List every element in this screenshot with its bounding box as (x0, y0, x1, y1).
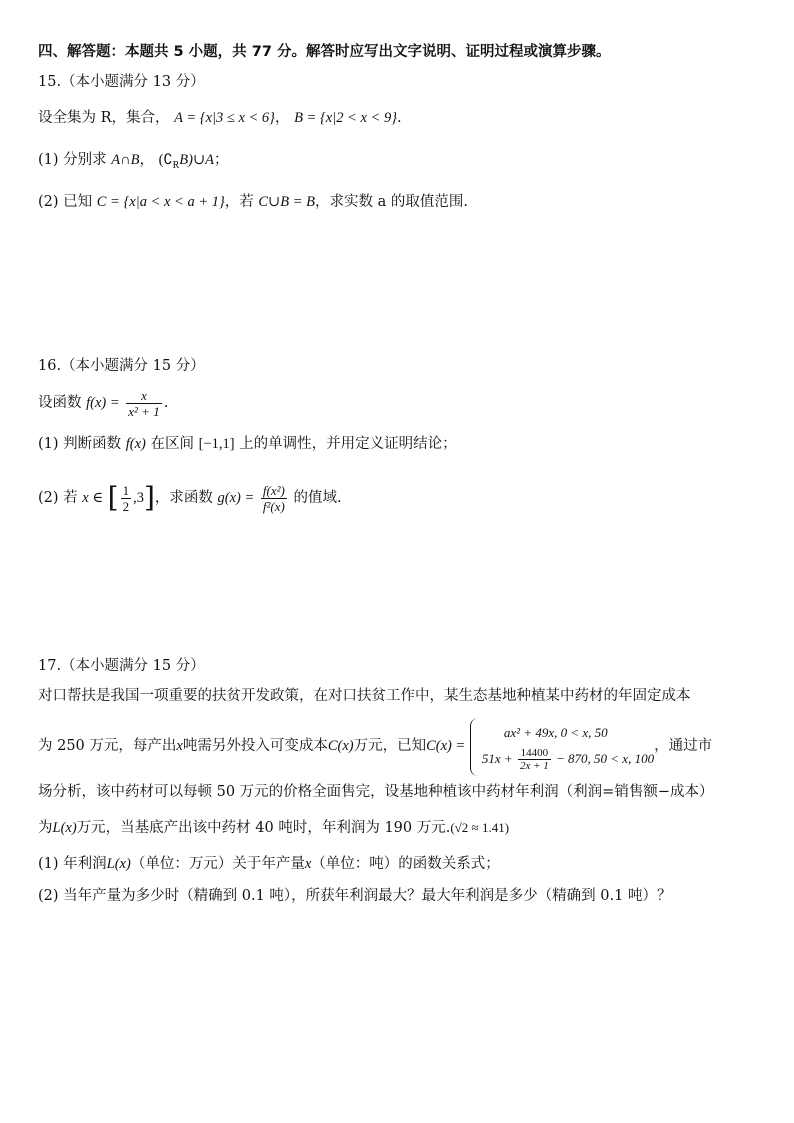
q17-line4-sqrt: (√2 ≈ 1.41) (450, 820, 510, 835)
q16-f-denominator: x² + 1 (128, 403, 160, 419)
q16-part2-g-num: f(x²) (262, 482, 285, 498)
q15-part1-expr1: A∩B (111, 152, 140, 168)
q15-part2-mid: ，若 (224, 194, 254, 210)
q16-part2-b: ，求函数 (154, 490, 213, 506)
q16-part1-f: f(x) (125, 436, 146, 452)
q16-part1-c: 上的单调性，并用定义证明结论； (239, 436, 457, 452)
q16-part2-g: g(x) = (217, 490, 255, 506)
q17-part1-b: （单位：万元）关于年产量 (130, 856, 305, 872)
q17-case2: 51x + $\frac{14400}{2x + 1}$ − 870, 50 < x, 100 (481, 747, 655, 773)
q17-line2 (38, 716, 712, 776)
q17-case2-fraction (518, 747, 551, 772)
q16-part2-c: 的值域. (293, 490, 342, 506)
q17-line2-c-func: C(x) (327, 738, 354, 754)
q17-line2-x: x (176, 738, 183, 754)
q16-part2: (2) 若 x ∈ [ $\frac{1}{2}$ ,3]，求函数 g(x) = $\frac{\text{f(x²)}}{\text{f²(x)}}$ 的值域. (38, 481, 342, 514)
q17-line2-d: ，通过市 (654, 738, 713, 754)
q16-intro: 设函数 (38, 395, 82, 411)
q16-f-fraction (126, 388, 161, 419)
q17-part1-x: x (304, 856, 312, 872)
q16-part2-a: (2) 若 (38, 490, 78, 506)
q15-part2 (38, 192, 468, 212)
q17-line3: 场分析，该中药材可以每顿 50 万元的价格全面售完，设基地种植该中药材年利润（利润=销售额−成本） (38, 784, 714, 800)
q16-f-numerator: x (126, 388, 161, 404)
section-header: 四、解答题：本题共 5 小题，共 77 分。解答时应写出文字说明、证明过程或演算步骤。 (38, 44, 611, 60)
q15-part1: (1) 分别求 A∩B， $(∁_RB)\cup A$； (38, 152, 229, 171)
q16-title: 16.（本小题满分 15 分） (38, 358, 205, 374)
q17-line2-c: 万元，已知 (353, 738, 427, 754)
q17-case1: ax² + 49x, 0 < x, 50 (503, 724, 608, 740)
q15-part2-end: ，求实数 a 的取值范围. (314, 194, 468, 210)
q16-part2-half-den: 2 (122, 498, 130, 514)
q16-part1-b: 在区间 (150, 436, 194, 452)
q15-part1-expr2: $(∁_RB)\cup A$ (158, 152, 214, 171)
q16-part1 (38, 434, 457, 454)
q16-function-def: 设函数 f(x) = $\frac{x}{\text{x² + 1}}$ . (38, 387, 169, 419)
q17-case2-num: 14400 (518, 747, 551, 760)
q17-part2: (2) 当年产量为多少时（精确到 0.1 吨），所获年利润最大？最大年利润是多少（精确到 0.1 吨）？ (38, 888, 672, 904)
q16-part2-g-fraction (261, 483, 287, 514)
q15-set-b: B = {x|2 < x < 9} (294, 110, 397, 126)
q16-part2-half (121, 483, 132, 514)
q15-part2-label: (2) 已知 (38, 194, 93, 210)
q17-line2-b: 吨需另外投入可变成本 (182, 738, 328, 754)
q17-line4-a: 为 (38, 820, 53, 836)
q17-case2-den: 2x + 1 (519, 760, 549, 773)
q15-title: 15.（本小题满分 13 分） (38, 74, 205, 90)
q16-part2-g-den: f²(x) (262, 498, 285, 514)
q15-part2-cond: C∪B = B (258, 194, 315, 210)
q17-line2-c-eq: C(x) = (426, 738, 466, 754)
q17-line4 (38, 818, 509, 838)
q15-part2-set-c: C = {x|a < x < a + 1} (96, 194, 225, 210)
q15-part1-label: (1) 分别求 (38, 152, 107, 168)
q15-set-a: A = {x|3 ≤ x < 6} (174, 110, 275, 126)
q17-part1-a: (1) 年利润 (38, 856, 107, 872)
q17-line4-l: L(x) (52, 820, 77, 836)
q17-part1-l: L(x) (106, 856, 131, 872)
q15-intro: 设全集为 R，集合， A = {x|3 ≤ x < 6}， B = {x|2 < x < 9}. (38, 110, 402, 126)
q17-line1: 对口帮扶是我国一项重要的扶贫开发政策，在对口扶贫工作中，某生态基地种植某中药材的年固定成本 (38, 688, 691, 704)
q16-part2-half-num: 1 (122, 482, 130, 498)
q16-part2-three: ,3 (133, 490, 144, 506)
q17-part1 (38, 854, 500, 874)
q16-part1-interval: [−1,1] (198, 436, 235, 452)
q15-intro-text: 设全集为 R，集合 (38, 110, 156, 126)
q17-piecewise (470, 720, 654, 773)
q16-part2-x: x ∈ (82, 490, 104, 506)
q17-line2-a: 为 250 万元，每产出 (38, 738, 177, 754)
q16-f-lhs: f(x) = (86, 395, 120, 411)
q17-line4-b: 万元，当基底产出该中药材 40 吨时，年利润为 190 万元. (76, 820, 451, 836)
q16-part1-a: (1) 判断函数 (38, 436, 122, 452)
q17-part1-c: （单位：吨）的函数关系式； (311, 856, 500, 872)
q17-title: 17.（本小题满分 15 分） (38, 658, 205, 674)
